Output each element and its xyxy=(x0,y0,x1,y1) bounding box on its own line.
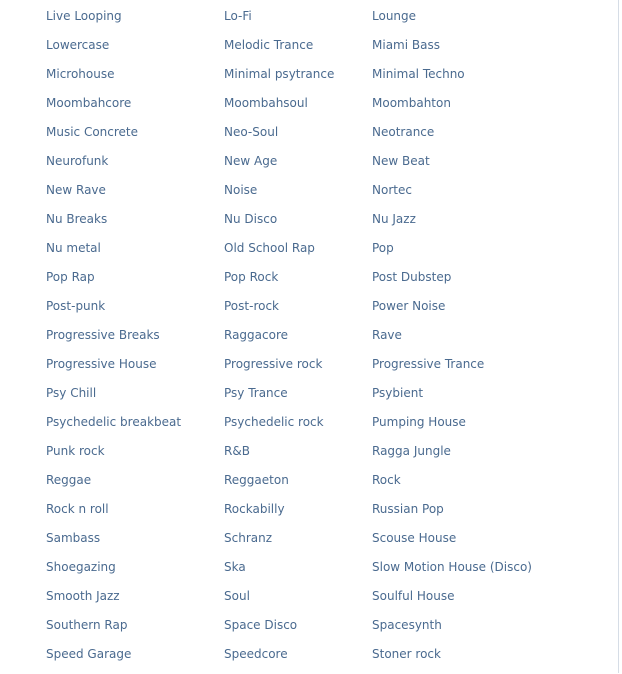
genre-link[interactable]: Minimal psytrance xyxy=(224,67,335,81)
genre-link[interactable]: Neurofunk xyxy=(46,154,109,168)
genre-link[interactable]: Nortec xyxy=(372,183,412,197)
genre-link[interactable]: Southern Rap xyxy=(46,618,128,632)
genre-item xyxy=(372,558,572,587)
genre-item xyxy=(224,123,372,152)
genre-item xyxy=(46,210,224,239)
genre-link[interactable]: Music Concrete xyxy=(46,125,139,139)
genre-link[interactable]: Russian Pop xyxy=(372,502,444,516)
genre-item xyxy=(224,471,372,500)
genre-item xyxy=(46,65,224,94)
genre-item xyxy=(224,297,372,326)
genre-item xyxy=(46,471,224,500)
genre-item xyxy=(46,413,224,442)
genre-link[interactable]: New Rave xyxy=(46,183,106,197)
genre-item xyxy=(372,384,572,413)
genre-item xyxy=(372,587,572,616)
genre-link[interactable]: Schranz xyxy=(224,531,273,545)
genre-item xyxy=(224,500,372,529)
genre-item xyxy=(372,152,572,181)
genre-link[interactable]: Pop Rap xyxy=(46,270,95,284)
genre-link[interactable]: Rock xyxy=(372,473,401,487)
genre-link[interactable]: Slow Motion House (Disco) xyxy=(372,560,532,574)
genre-link[interactable]: Scouse House xyxy=(372,531,457,545)
genre-item xyxy=(224,616,372,645)
genre-item xyxy=(372,326,572,355)
genre-link[interactable]: Pumping House xyxy=(372,415,466,429)
genre-link[interactable]: Psychedelic breakbeat xyxy=(46,415,182,429)
genre-item xyxy=(46,587,224,616)
genre-item xyxy=(46,384,224,413)
genre-link[interactable]: Raggacore xyxy=(224,328,289,342)
genre-link[interactable]: Speed Garage xyxy=(46,647,132,661)
genre-link[interactable]: Melodic Trance xyxy=(224,38,314,52)
genre-item xyxy=(372,297,572,326)
genre-item xyxy=(372,65,572,94)
genre-item xyxy=(224,442,372,471)
genre-link[interactable]: Progressive House xyxy=(46,357,157,371)
genre-link[interactable]: Live Looping xyxy=(46,9,122,23)
genre-link[interactable]: R&B xyxy=(224,444,250,458)
genre-item xyxy=(46,500,224,529)
genre-link[interactable]: Rock n roll xyxy=(46,502,109,516)
genre-link[interactable]: Post Dubstep xyxy=(372,270,452,284)
genre-item xyxy=(46,36,224,65)
genre-link[interactable]: Psy Chill xyxy=(46,386,97,400)
genre-item xyxy=(46,558,224,587)
genre-item xyxy=(224,36,372,65)
genre-item xyxy=(224,413,372,442)
genre-item xyxy=(372,413,572,442)
genre-link[interactable]: Lowercase xyxy=(46,38,110,52)
genre-grid xyxy=(46,7,572,674)
genre-link[interactable]: Sambass xyxy=(46,531,101,545)
genre-item xyxy=(46,268,224,297)
genre-link[interactable]: Smooth Jazz xyxy=(46,589,120,603)
genre-link[interactable]: Speedcore xyxy=(224,647,288,661)
genre-item xyxy=(46,94,224,123)
genre-item xyxy=(224,152,372,181)
genre-item xyxy=(46,7,224,36)
genre-item xyxy=(372,500,572,529)
genre-link[interactable]: Power Noise xyxy=(372,299,446,313)
genre-link[interactable]: Stoner rock xyxy=(372,647,441,661)
genre-link[interactable]: Soulful House xyxy=(372,589,455,603)
genre-item xyxy=(46,181,224,210)
genre-item xyxy=(372,268,572,297)
genre-link[interactable]: Psy Trance xyxy=(224,386,288,400)
genre-item xyxy=(372,471,572,500)
genre-item xyxy=(46,152,224,181)
genre-item xyxy=(46,297,224,326)
genre-item xyxy=(224,239,372,268)
genre-item xyxy=(224,65,372,94)
genre-link[interactable]: Moombahcore xyxy=(46,96,132,110)
genre-item xyxy=(372,355,572,384)
genre-item xyxy=(372,239,572,268)
genre-item xyxy=(224,326,372,355)
genre-item xyxy=(224,529,372,558)
genre-link[interactable]: Neotrance xyxy=(372,125,435,139)
genre-link[interactable]: Psychedelic rock xyxy=(224,415,324,429)
genre-item xyxy=(46,616,224,645)
genre-item xyxy=(372,181,572,210)
genre-link[interactable]: Neo-Soul xyxy=(224,125,279,139)
genre-link[interactable]: Post-punk xyxy=(46,299,106,313)
genre-link[interactable]: Punk rock xyxy=(46,444,105,458)
genre-link[interactable]: Lo-Fi xyxy=(224,9,252,23)
genre-item xyxy=(224,210,372,239)
genre-link[interactable]: Nu metal xyxy=(46,241,101,255)
genre-item xyxy=(372,94,572,123)
genre-link[interactable]: New Age xyxy=(224,154,278,168)
genre-item xyxy=(224,587,372,616)
genre-link[interactable]: Post-rock xyxy=(224,299,279,313)
genre-link[interactable]: Miami Bass xyxy=(372,38,440,52)
genre-link[interactable]: Nu Breaks xyxy=(46,212,108,226)
genre-link[interactable]: Rockabilly xyxy=(224,502,285,516)
genre-link[interactable]: Pop Rock xyxy=(224,270,279,284)
genre-item xyxy=(372,36,572,65)
genre-link[interactable]: Rave xyxy=(372,328,402,342)
genre-item xyxy=(224,7,372,36)
genre-item xyxy=(46,645,224,674)
genre-link[interactable]: Space Disco xyxy=(224,618,298,632)
genre-item xyxy=(46,442,224,471)
genre-item xyxy=(372,123,572,152)
genre-item xyxy=(372,616,572,645)
genre-item xyxy=(372,210,572,239)
genre-link[interactable]: Soul xyxy=(224,589,250,603)
genre-item xyxy=(224,181,372,210)
genre-item xyxy=(224,94,372,123)
genre-item xyxy=(224,355,372,384)
genre-link[interactable]: Progressive rock xyxy=(224,357,323,371)
genre-item xyxy=(224,384,372,413)
genre-link[interactable]: Nu Disco xyxy=(224,212,278,226)
genre-link[interactable]: New Beat xyxy=(372,154,430,168)
genre-item xyxy=(372,529,572,558)
genre-link[interactable]: Nu Jazz xyxy=(372,212,416,226)
genre-link[interactable]: Minimal Techno xyxy=(372,67,465,81)
genre-item xyxy=(224,645,372,674)
genre-link[interactable]: Reggae xyxy=(46,473,92,487)
genre-item xyxy=(372,7,572,36)
genre-item xyxy=(46,239,224,268)
genre-link[interactable]: Microhouse xyxy=(46,67,115,81)
genre-item xyxy=(46,529,224,558)
genre-link[interactable]: Shoegazing xyxy=(46,560,116,574)
genre-link[interactable]: Moombahton xyxy=(372,96,451,110)
genre-item xyxy=(46,326,224,355)
genre-link[interactable]: Progressive Trance xyxy=(372,357,485,371)
genre-link[interactable]: Spacesynth xyxy=(372,618,442,632)
genre-link[interactable]: Reggaeton xyxy=(224,473,289,487)
genre-item xyxy=(46,123,224,152)
genre-link[interactable]: Lounge xyxy=(372,9,417,23)
genre-link[interactable]: Psybient xyxy=(372,386,424,400)
genre-link[interactable]: Ragga Jungle xyxy=(372,444,451,458)
genre-item xyxy=(224,268,372,297)
genre-link[interactable]: Ska xyxy=(224,560,246,574)
genre-link[interactable]: Noise xyxy=(224,183,258,197)
genre-link[interactable]: Moombahsoul xyxy=(224,96,308,110)
genre-link[interactable]: Progressive Breaks xyxy=(46,328,160,342)
genre-item xyxy=(372,645,572,674)
genre-link[interactable]: Old School Rap xyxy=(224,241,315,255)
genre-item xyxy=(224,558,372,587)
genre-item xyxy=(46,355,224,384)
genre-link[interactable]: Pop xyxy=(372,241,394,255)
genre-item xyxy=(372,442,572,471)
